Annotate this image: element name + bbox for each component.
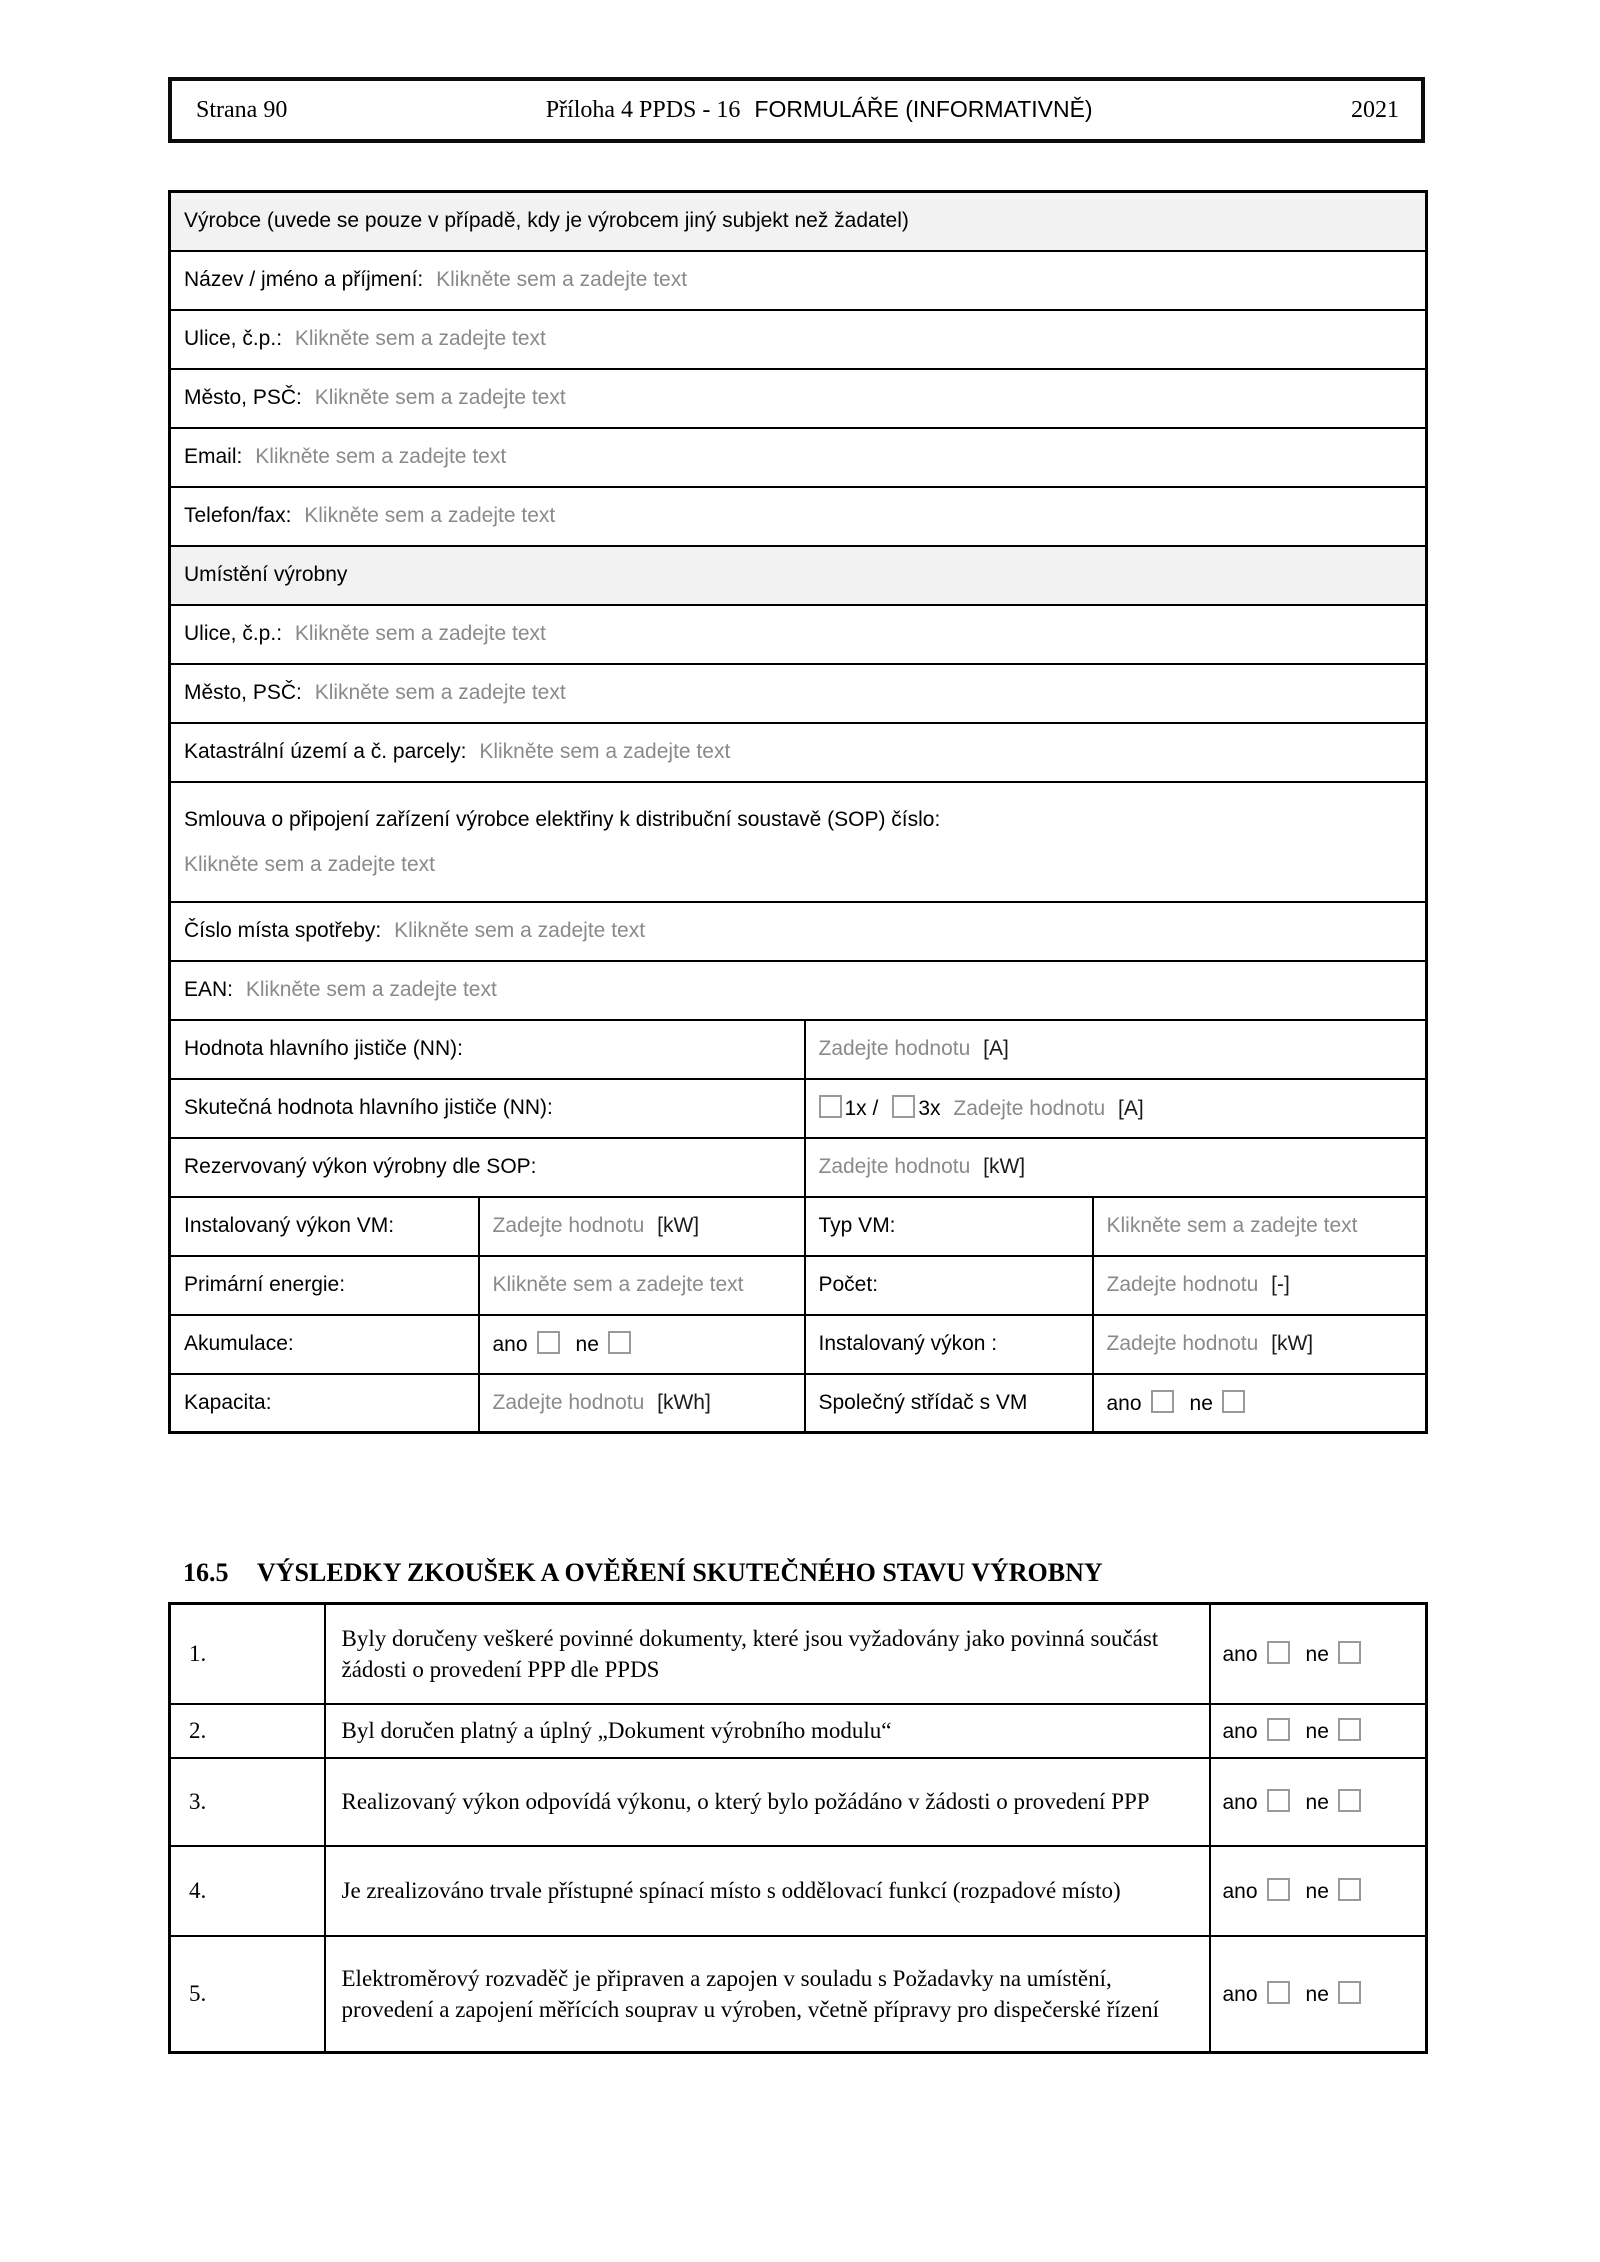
table-row [170,1197,1427,1256]
breaker-value-label: Hodnota hlavního jističe (NN): [184,1037,463,1060]
page-number-label: Strana 90 [196,96,288,123]
capacity-label: Kapacita: [184,1390,272,1414]
checklist-row-number: 5. [170,1936,325,2053]
primary-energy-label-cell [170,1256,479,1315]
installed-power-input-cell [1093,1315,1427,1374]
count-input-cell [1093,1256,1427,1315]
row-3-ano-checkbox[interactable] [1267,1789,1290,1812]
capacity-input-cell [479,1374,805,1433]
checklist-row-5-yn-cell [1210,1936,1427,2053]
installed-power-input-placeholder[interactable]: Zadejte hodnotu [1106,1332,1259,1355]
capacity-unit: [kWh] [657,1390,711,1414]
table-row [170,1256,1427,1315]
name-input-placeholder[interactable]: Klikněte sem a zadejte text [436,268,688,291]
shared-inverter-label: Společný střídač s VM [818,1390,1028,1414]
ano-label: ano [1222,1982,1258,2006]
ean-input-placeholder[interactable]: Klikněte sem a zadejte text [245,978,497,1001]
section-number: 16.5 [183,1558,229,1587]
table-row [170,546,1427,605]
city-field-label: Město, PSČ: [184,386,302,409]
checklist-row-4-yn-cell [1210,1846,1427,1936]
email-field-cell [170,428,1427,487]
ean-field-cell [170,961,1427,1020]
section-header-label: Výrobce (uvede se pouze v případě, kdy je výrobcem jiný subjekt než žadatel) [184,209,909,233]
consumption-point-field-cell [170,902,1427,961]
section-header-label: Umístění výrobny [184,563,348,586]
checklist-row-number: 4. [170,1846,325,1936]
installed-power-label-cell [805,1315,1093,1374]
breaker-value-unit: [A] [983,1037,1009,1060]
table-row [170,664,1427,723]
cadastre-field-cell [170,723,1427,782]
checklist-row-number: 3. [170,1758,325,1846]
breaker-value-label-cell [170,1020,805,1079]
sop-contract-field-cell [170,782,1427,902]
phase-1x-checkbox[interactable] [819,1095,842,1118]
city-input-placeholder[interactable]: Klikněte sem a zadejte text [314,386,566,409]
accumulation-label: Akumulace: [184,1332,294,1355]
table-row [170,1020,1427,1079]
phone-field-cell [170,487,1427,546]
ne-label: ne [1305,1719,1329,1743]
checklist-row-number: 1. [170,1604,325,1704]
checklist-row-text: Elektroměrový rozvaděč je připraven a zapojen v souladu s Požadavky na umístění, provedení a zapojení měřících souprav u výroben, včetně přípravy pro dispečerské řízení [325,1936,1210,2053]
installed-vm-label-cell [170,1197,479,1256]
table-row [170,1604,1427,1704]
breaker-value-input-placeholder[interactable]: Zadejte hodnotu [818,1037,971,1060]
street-input-placeholder[interactable]: Klikněte sem a zadejte text [294,327,546,350]
plant-street-field-cell [170,605,1427,664]
checklist-row-1-yn-cell [1210,1604,1427,1704]
primary-energy-input-placeholder[interactable]: Klikněte sem a zadejte text [492,1273,744,1296]
ano-label: ano [492,1333,528,1356]
row-3-ne-checkbox[interactable] [1338,1789,1361,1812]
plant-street-input-placeholder[interactable]: Klikněte sem a zadejte text [294,622,546,645]
primary-energy-input-cell [479,1256,805,1315]
section-title: VÝSLEDKY ZKOUŠEK A OVĚŘENÍ SKUTEČNÉHO STAVU VÝROBNY [257,1558,1103,1587]
reserved-power-label-cell [170,1138,805,1197]
document-title [287,96,1351,124]
table-row [170,782,1427,902]
reserved-power-input-placeholder[interactable]: Zadejte hodnotu [818,1155,971,1178]
accumulation-yn-cell [479,1315,805,1374]
sop-contract-field-label: Smlouva o připojení zařízení výrobce elektřiny k distribuční soustavě (SOP) číslo: [184,807,941,831]
installed-vm-unit: [kW] [657,1214,700,1237]
reserved-power-unit: [kW] [983,1155,1026,1178]
row-4-ano-checkbox[interactable] [1267,1878,1290,1901]
primary-energy-label: Primární energie: [184,1273,346,1296]
actual-breaker-input-placeholder[interactable]: Zadejte hodnotu [953,1097,1106,1120]
reserved-power-input-cell [805,1138,1427,1197]
count-label-cell [805,1256,1093,1315]
table-row [170,310,1427,369]
table-row [170,1138,1427,1197]
count-input-placeholder[interactable]: Zadejte hodnotu [1106,1273,1259,1296]
vm-type-input-placeholder[interactable]: Klikněte sem a zadejte text [1106,1214,1358,1237]
capacity-label-cell [170,1374,479,1433]
row-2-ano-checkbox[interactable] [1267,1718,1290,1741]
row-5-ano-checkbox[interactable] [1267,1981,1290,2004]
actual-breaker-input-cell [805,1079,1427,1138]
table-row [170,1846,1427,1936]
row-1-ano-checkbox[interactable] [1267,1641,1290,1664]
street-field-label: Ulice, č.p.: [184,327,283,350]
phase-3x-label: 3x [918,1097,941,1120]
plant-city-field-cell [170,664,1427,723]
row-2-ne-checkbox[interactable] [1338,1718,1361,1741]
table-row [170,1758,1427,1846]
checklist-row-3-yn-cell [1210,1758,1427,1846]
ne-label: ne [1305,1642,1329,1666]
table-row [170,1704,1427,1758]
consumption-point-field-label: Číslo místa spotřeby: [184,919,382,942]
consumption-point-input-placeholder[interactable]: Klikněte sem a zadejte text [394,919,646,942]
name-field-cell [170,251,1427,310]
shared-inverter-ne-checkbox[interactable] [1222,1390,1245,1413]
installed-power-label: Instalovaný výkon : [818,1332,998,1355]
sop-contract-input-placeholder[interactable]: Klikněte sem a zadejte text [184,852,435,876]
plant-street-field-label: Ulice, č.p.: [184,622,283,645]
row-1-ne-checkbox[interactable] [1338,1641,1361,1664]
installed-vm-input-placeholder[interactable]: Zadejte hodnotu [492,1214,645,1237]
row-4-ne-checkbox[interactable] [1338,1878,1361,1901]
installed-vm-label: Instalovaný výkon VM: [184,1214,395,1237]
reserved-power-label: Rezervovaný výkon výrobny dle SOP: [184,1155,537,1178]
table-row [170,251,1427,310]
ano-label: ano [1222,1719,1258,1743]
installed-vm-input-cell [479,1197,805,1256]
row-5-ne-checkbox[interactable] [1338,1981,1361,2004]
phone-input-placeholder[interactable]: Klikněte sem a zadejte text [304,504,556,527]
accumulation-ano-checkbox[interactable] [537,1331,560,1354]
table-row [170,961,1427,1020]
email-field-label: Email: [184,445,243,468]
vm-type-label: Typ VM: [818,1214,896,1237]
table-row [170,605,1427,664]
count-label: Počet: [818,1273,879,1296]
ne-label: ne [575,1333,599,1356]
ne-label: ne [1305,1790,1329,1814]
email-input-placeholder[interactable]: Klikněte sem a zadejte text [255,445,507,468]
shared-inverter-label-cell [805,1374,1093,1433]
shared-inverter-ano-checkbox[interactable] [1151,1390,1174,1413]
document-title-caps: FORMULÁŘE (INFORMATIVNĚ) [754,96,1093,122]
capacity-input-placeholder[interactable]: Zadejte hodnotu [492,1390,645,1414]
vm-type-label-cell [805,1197,1093,1256]
phone-field-label: Telefon/fax: [184,504,292,527]
section-header-umisteni [170,546,1427,605]
section-header-vyrobce [170,192,1427,251]
phase-1x-label: 1x / [844,1097,879,1120]
table-row [170,723,1427,782]
checklist-row-number: 2. [170,1704,325,1758]
ne-label: ne [1305,1982,1329,2006]
document-title-prefix: Příloha 4 PPDS - 16 [545,97,741,123]
cadastre-field-label: Katastrální území a č. parcely: [184,740,467,763]
count-unit: [-] [1271,1273,1290,1296]
breaker-value-input-cell [805,1020,1427,1079]
accumulation-label-cell [170,1315,479,1374]
table-row [170,369,1427,428]
table-row [170,1374,1427,1433]
vm-type-input-cell [1093,1197,1427,1256]
checklist-row-2-yn-cell [1210,1704,1427,1758]
checklist-row-text: Byl doručen platný a úplný „Dokument výrobního modulu“ [325,1704,1210,1758]
plant-city-input-placeholder[interactable]: Klikněte sem a zadejte text [314,681,566,704]
plant-city-field-label: Město, PSČ: [184,681,302,704]
ano-label: ano [1222,1790,1258,1814]
ne-label: ne [1189,1391,1213,1415]
year-label: 2021 [1351,96,1399,123]
table-row [170,428,1427,487]
ean-field-label: EAN: [184,978,234,1001]
checklist-row-text: Realizovaný výkon odpovídá výkonu, o který bylo požádáno v žádosti o provedení PPP [325,1758,1210,1846]
section-heading [183,1558,1103,1588]
ne-label: ne [1305,1879,1329,1903]
table-row [170,487,1427,546]
producer-form-table [168,190,1428,1434]
ano-label: ano [1222,1879,1258,1903]
city-field-cell [170,369,1427,428]
table-row [170,902,1427,961]
actual-breaker-label: Skutečná hodnota hlavního jističe (NN): [184,1096,553,1119]
installed-power-unit: [kW] [1271,1332,1314,1355]
phase-3x-checkbox[interactable] [892,1095,915,1118]
table-row [170,1315,1427,1374]
accumulation-ne-checkbox[interactable] [608,1331,631,1354]
page-header-band [168,77,1425,143]
street-field-cell [170,310,1427,369]
actual-breaker-label-cell [170,1079,805,1138]
ano-label: ano [1106,1391,1142,1415]
checklist-row-text: Je zrealizováno trvale přístupné spínací místo s oddělovací funkcí (rozpadové místo) [325,1846,1210,1936]
table-row [170,1936,1427,2053]
cadastre-input-placeholder[interactable]: Klikněte sem a zadejte text [479,740,731,763]
actual-breaker-unit: [A] [1118,1097,1144,1120]
test-results-table [168,1602,1428,2054]
checklist-row-text: Byly doručeny veškeré povinné dokumenty, které jsou vyžadovány jako povinná součást žádosti o provedení PPP dle PPDS [325,1604,1210,1704]
table-row [170,1079,1427,1138]
name-field-label: Název / jméno a příjmení: [184,268,424,291]
shared-inverter-yn-cell [1093,1374,1427,1433]
table-row [170,192,1427,251]
ano-label: ano [1222,1642,1258,1666]
